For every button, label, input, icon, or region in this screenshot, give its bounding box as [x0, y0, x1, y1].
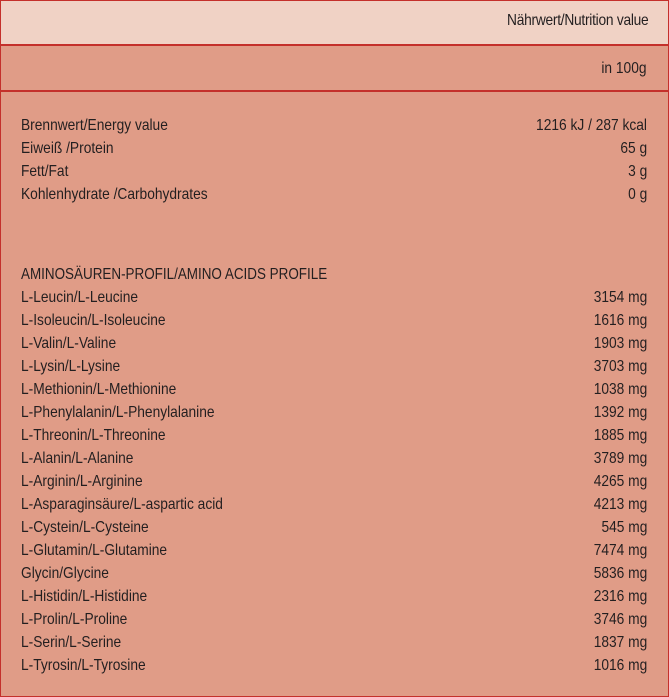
amino-acid-label: L-Prolin/L-Proline — [21, 611, 128, 628]
nutrition-values — [21, 114, 647, 206]
nutrient-value: 3 g — [627, 163, 647, 180]
amino-acid-row — [21, 562, 647, 585]
per-100g-row — [1, 48, 668, 92]
amino-acid-value: 3154 mg — [593, 289, 647, 306]
amino-acid-row — [21, 470, 647, 493]
amino-acid-label: L-Phenylalanin/L-Phenylalanine — [21, 404, 215, 421]
amino-acid-label: L-Cystein/L-Cysteine — [21, 519, 149, 536]
amino-acid-list — [21, 286, 647, 677]
amino-acid-row — [21, 378, 647, 401]
amino-acid-row — [21, 355, 647, 378]
table-title: Nährwert/Nutrition value — [506, 12, 648, 29]
amino-acid-row — [21, 401, 647, 424]
amino-acid-row — [21, 332, 647, 355]
amino-acid-row — [21, 447, 647, 470]
amino-acid-label: Glycin/Glycine — [21, 565, 109, 582]
amino-acid-row — [21, 516, 647, 539]
amino-acid-row — [21, 608, 647, 631]
amino-acid-value: 1038 mg — [593, 381, 647, 398]
amino-acid-value: 3703 mg — [593, 358, 647, 375]
amino-acid-row — [21, 286, 647, 309]
nutrition-row — [21, 183, 647, 206]
amino-acid-value: 1392 mg — [593, 404, 647, 421]
amino-acid-row — [21, 654, 647, 677]
amino-acid-value: 1616 mg — [593, 312, 647, 329]
amino-acid-label: L-Tyrosin/L-Tyrosine — [21, 657, 146, 674]
amino-acid-value: 1885 mg — [593, 427, 647, 444]
amino-acid-value: 1837 mg — [593, 634, 647, 651]
amino-acid-row — [21, 631, 647, 654]
amino-acid-label: L-Valin/L-Valine — [21, 335, 117, 352]
amino-acid-label: L-Methionin/L-Methionine — [21, 381, 177, 398]
amino-acid-label: L-Lysin/L-Lysine — [21, 358, 121, 375]
amino-acid-label: L-Alanin/L-Alanine — [21, 450, 134, 467]
amino-acid-label: L-Histidin/L-Histidine — [21, 588, 148, 605]
amino-acid-label: L-Asparaginsäure/L-aspartic acid — [21, 496, 223, 513]
nutrient-value: 0 g — [627, 186, 647, 203]
amino-acid-value: 545 mg — [601, 519, 647, 536]
amino-acid-label: L-Glutamin/L-Glutamine — [21, 542, 168, 559]
per-100g-label: in 100g — [600, 60, 646, 77]
amino-acid-row — [21, 424, 647, 447]
amino-acid-value: 5836 mg — [593, 565, 647, 582]
nutrient-label: Kohlenhydrate /Carbohydrates — [21, 186, 208, 203]
amino-acid-value: 2316 mg — [593, 588, 647, 605]
nutrient-value: 1216 kJ / 287 kcal — [536, 117, 647, 134]
amino-acid-label: L-Leucin/L-Leucine — [21, 289, 139, 306]
amino-acid-value: 7474 mg — [593, 542, 647, 559]
amino-acid-row — [21, 493, 647, 516]
nutrition-row — [21, 137, 647, 160]
amino-acid-row — [21, 309, 647, 332]
nutrient-label: Eiweiß /Protein — [21, 140, 114, 157]
nutrition-row — [21, 114, 647, 137]
nutrient-label: Brennwert/Energy value — [21, 117, 168, 134]
amino-acid-row — [21, 539, 647, 562]
amino-acid-value: 3789 mg — [593, 450, 647, 467]
amino-acid-value: 4265 mg — [593, 473, 647, 490]
amino-acid-value: 4213 mg — [593, 496, 647, 513]
amino-acid-row — [21, 585, 647, 608]
nutrient-value: 65 g — [620, 140, 647, 157]
nutrient-label: Fett/Fat — [21, 163, 69, 180]
amino-acid-value: 1903 mg — [593, 335, 647, 352]
amino-acid-label: L-Arginin/L-Arginine — [21, 473, 143, 490]
amino-acid-label: L-Serin/L-Serine — [21, 634, 122, 651]
table-header — [1, 1, 668, 46]
amino-acid-value: 1016 mg — [593, 657, 647, 674]
amino-acids-heading: AMINOSÄUREN-PROFIL/AMINO ACIDS PROFILE — [21, 266, 328, 283]
amino-acid-value: 3746 mg — [593, 611, 647, 628]
nutrition-row — [21, 160, 647, 183]
amino-acid-label: L-Isoleucin/L-Isoleucine — [21, 312, 166, 329]
amino-acid-label: L-Threonin/L-Threonine — [21, 427, 166, 444]
